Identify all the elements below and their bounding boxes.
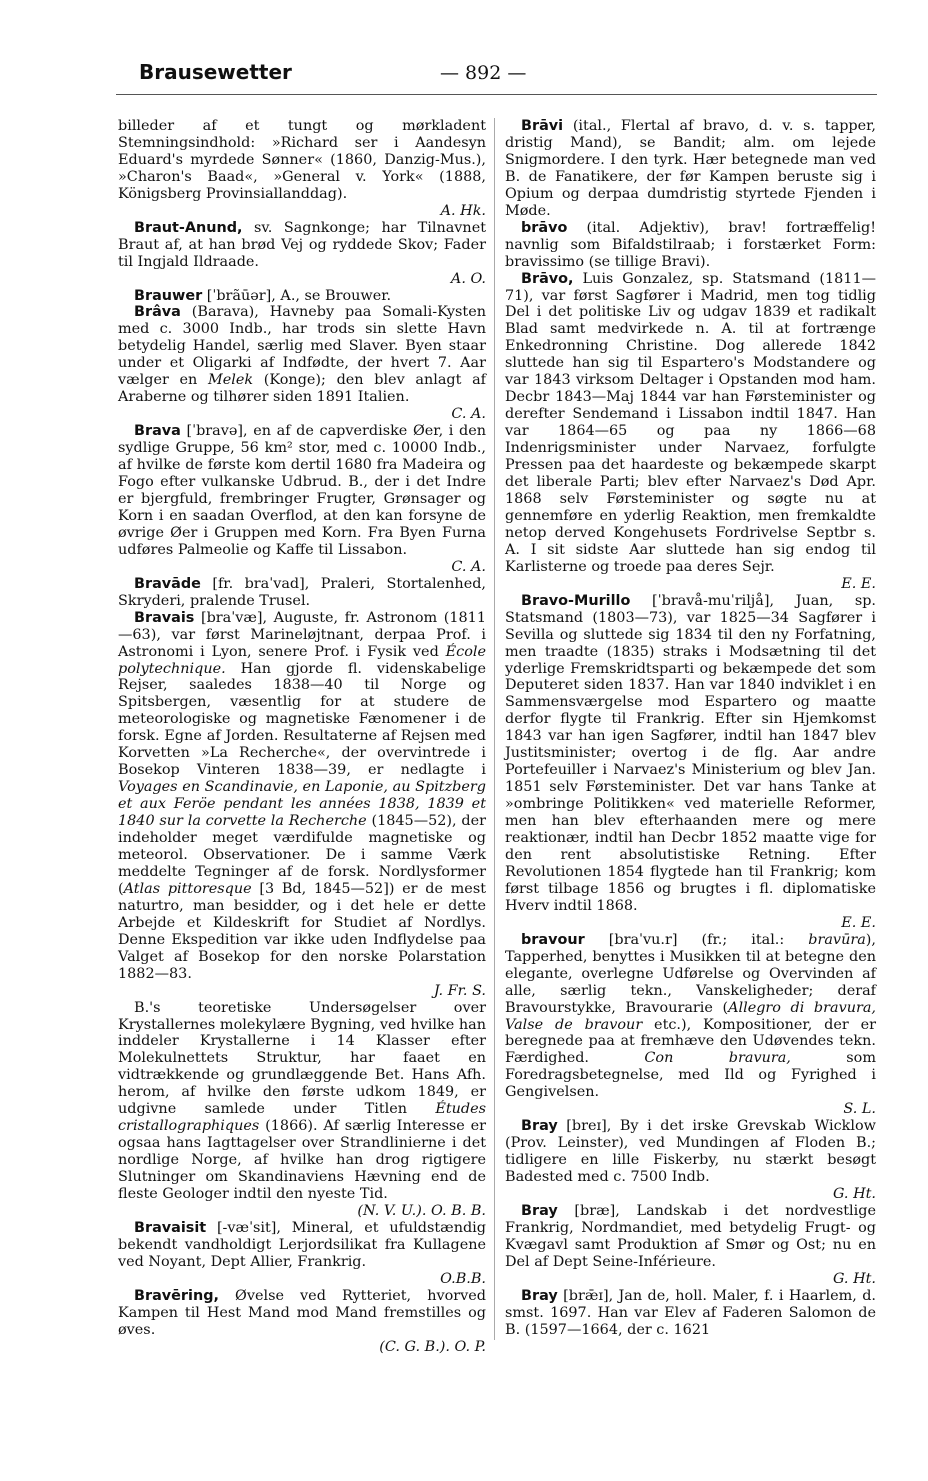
author-signature: E. E. <box>841 575 876 592</box>
author-signature: J. Fr. S. <box>433 982 486 999</box>
entry-continuation: billeder af et tungt og mørkladent Stemningsindhold: »Richard ser i Aandesyn Eduard's myrdede Sønner« (1860, Danzig-Mus.), »Charon's Baad«, »General v. York« (1888, Königsberg Provinsiallanddag). A. Hk. <box>118 118 486 219</box>
entry-bravi: Brāvi (ital., Flertal af bravo, d. v. s. tapper, dristig Mand), se Bandit; alm. om lejede Snigmordere. I den tyrk. Hær betegnede man ved B. de Fanatikere, der før Kampen beruste sig i Opium og derpaa dumdristig styrtede Fjenden i Møde. <box>505 118 876 219</box>
left-column <box>118 118 486 1356</box>
column-divider <box>494 118 495 1340</box>
headword: Brava <box>134 423 181 440</box>
headword: Bray <box>521 1118 558 1135</box>
headword: Bravēring, <box>134 1287 219 1304</box>
entry-bravo-murillo: Bravo-Murillo [ˈbravå-muˈriljå], Juan, sp. Statsmand (1803—73), var 1825—34 Sagfører i Sevilla og sluttede sig 1834 til den ny Forfatning, men traadte (1835) straks i Modsætning til det yderlige Fremskridtsparti og bekæmpede det som Deputeret siden 1837. Han var 1840 indviklet i en Sammensværgelse mod Espartero og maatte derfor flygte til Frankrig. Efter sin Hjemkomst 1843 var han igen Sagfører, indtil han 1847 blev Justitsminister; overtog i de flg. Aar andre Portefeuiller i Narvaez's Ministerium og blev Jan. 1851 selv Førsteminister. Det var hans Tanke at »ombringe Politikken« ved materielle Reformer, men han blev efterhaanden mere og mere reaktionær, indtil han Decbr 1852 maatte vige for den rent absolutistiske Retning. Efter Revolutionen 1854 flygtede han til Frankrig; kom først tilbage 1856 og brugtes i fl. diplomatiske Hverv indtil 1868. E. E. <box>505 592 876 931</box>
entry-bravering: Bravēring, Øvelse ved Rytteriet, hvorved Kampen til Hest Mand mod Mand fremstilles og øves. (C. G. B.). O. P. <box>118 1287 486 1355</box>
author-signature: E. E. <box>841 914 876 931</box>
headword: Bravo-Murillo <box>521 592 631 609</box>
entry-bravo-luis: Brāvo, Luis Gonzalez, sp. Statsmand (1811—71), var først Sagfører i Madrid, men tog tidlig Del i det politiske Liv og udgav 1839 et radikalt Blad samt medvirkede n. A. til at fortrænge Enkedronning Christine. Dog allerede 1842 sluttede han sig til Espartero's Modstandere og var 1843 virksom Deltager i Opstanden mod ham. Decbr 1843—Maj 1844 var han Førsteminister og derefter Sendemand i Lissabon indtil 1847. Han var 1864—65 og paa ny 1866—68 Indenrigsminister under Narvaez, forfulgte Pressen paa det haardeste og bekæmpede skarpt det liberale Parti; blev efter Narvaez's Død Apr. 1868 selv Førsteminister og søgte nu at gennemføre en yderlig Reaktion, men fremkaldte netop derved Kongehusets Fordrivelse Septbr s. A. I sit sidste Aar sluttede han sig endog til Karlisterne og troede paa deres Sejr. E. E. <box>505 270 876 592</box>
entry-bravade: Bravāde [fr. braˈvad], Praleri, Stortalenhed, Skryderi, pralende Trusel. <box>118 575 486 609</box>
headword: Bravāde <box>134 575 201 592</box>
entry-bray-jan: Bray [brǣɪ], Jan de, holl. Maler, f. i Haarlem, d. smst. 1697. Han var Elev af Faderen Salomon de B. (1597—1664, der c. 1621 <box>505 1287 876 1338</box>
headword: Brauwer <box>134 287 203 304</box>
headword: bravour <box>521 931 585 948</box>
entry-braut-anund: Braut-Anund, sv. Sagnkonge; har Tilnavnet Braut af, at han brød Vej og ryddede Skov; Fader til Ingjald Ildraade. A. O. <box>118 219 486 287</box>
author-signature: C. A. <box>451 558 486 575</box>
entry-brauwer: Brauwer [ˈbrãūər], A., se Brouwer. <box>134 287 392 304</box>
right-column <box>505 118 876 1339</box>
entry-brava-capverde: Brava [ˈbravə], en af de capverdiske Øer, i den sydlige Gruppe, 56 km² stor, med c. 10000 Indb., af hvilke de første kom dertil 1680 fra Madeira og Fogo efter vulkanske Udbrud. B., der i det Indre er bjergfuld, frembringer Frugter, Grønsager og Korn i en saadan Overflod, at den kan forsyne de øvrige Øer i Gruppen med Korn. Fra Byen Furna udføres Palmeolie og Kaffe til Lissabon. C. A. <box>118 423 486 575</box>
entry-bravais: Bravais [braˈvæ], Auguste, fr. Astronom (1811—63), var først Marineløjtnant, derpaa Prof. i Astronomi i Lyon, senere Prof. i Fysik ved École polytechnique. Han gjorde fl. videnskabelige Rejser, saaledes 1838—40 til Norge og Spitsbergen, væsentlig for at studere de meteorologiske og magnetiske Fænomener i de forsk. Egne af Jorden. Resultaterne af Rejsen med Korvetten »La Recherche«, der overvintrede i Bosekop Vinteren 1838—39, er nedlagte i Voyages en Scandinavie, en Laponie, au Spitzberg et aux Feröe pendant les années 1838, 1839 et 1840 sur la corvette la Recherche (1845—52), der indeholder meget værdifulde magnetiske og meteorol. Observationer. De i samme Værk meddelte Tegninger af de forsk. Nordlysformer (Atlas pittoresque [3 Bd, 1845—52]) er de mest naturtro, man besidder, og i det hele er dette Arbejde et Kildeskrift for Studiet af Nordlys. Denne Ekspedition var ikke uden Indflydelse paa Valget af Bosekop for den norske Polarstation 1882—83. J. Fr. S. <box>118 609 486 999</box>
author-signature: A. Hk. <box>440 202 486 219</box>
author-signature: G. Ht. <box>832 1270 876 1287</box>
headword: brāvo <box>521 219 568 236</box>
headword: Bray <box>521 1287 558 1304</box>
entry-brava-somali: Brâva (Barava), Havneby paa Somali-Kysten med c. 3000 Indb., har trods sin slette Havn betydelig Handel, særlig med Slaver. Byen staar under et Oligarki af Indfødte, der hvert 7. Aar vælger en Melek (Konge); den blev anlagt af Araberne og tilhører siden 1891 Italien. C. A. <box>118 304 486 423</box>
author-signature: C. A. <box>451 406 486 423</box>
headword: Brāvi <box>521 118 564 134</box>
running-head-title: Brausewetter <box>139 60 292 84</box>
page-number: — 892 — <box>440 62 527 84</box>
headword: Braut-Anund, <box>134 219 243 236</box>
entry-bravo-adjective: brāvo (ital. Adjektiv), brav! fortræffelig! navnlig som Bifaldstilraab; i forstærket Form: bravissimo (se tillige Bravi). <box>505 219 876 270</box>
headword: Brâva <box>134 304 181 321</box>
headword: Bravaisit <box>134 1219 207 1236</box>
author-signature: S. L. <box>843 1101 876 1118</box>
headword: Bray <box>521 1203 558 1219</box>
author-signature: A. O. <box>450 270 486 287</box>
entry-bravais-continued: B.'s teoretiske Undersøgelser over Krystallernes molekylære Bygning, ved hvilke han inddeler Krystallerne i 14 Klasser efter Molekulnettets Struktur, har faaet en vidtrækkende og grundlæggende Bet. Hans Afh. herom, af hvilke den første udkom 1849, er udgivne samlede under Titlen Études cristallographiques (1866). Af særlig Interesse er ogsaa hans Iagttagelser over Strandlinierne i det nordlige Norge, af hvilke han drog rigtigere Slutninger om Skandinaviens Hævning end de fleste Geologer indtil den nyeste Tid. (N. V. U.). O. B. B. <box>118 999 486 1219</box>
header-rule <box>116 94 877 95</box>
entry-bravour: bravour [braˈvu.r] (fr.; ital.: bravūra), Tapperhed, benyttes i Musikken til at betegne den elegante, overlegne Udførelse og Overvinden af alle, særlig tekn., Vanskeligheder; deraf Bravourstykke, Bravourarie (Allegro di bravura, Valse de bravour etc.), Kompositioner, der er beregnede paa at fremhæve den Udøvendes tekn. Færdighed. Con bravura, som Foredragsbetegnelse, med Ild og Fyrighed i Gengivelsen. S. L. <box>505 931 876 1118</box>
author-signature: O.B.B. <box>440 1270 486 1287</box>
author-signature: G. Ht. <box>832 1186 876 1203</box>
entry-bray-ireland: Bray [breɪ], By i det irske Grevskab Wicklow (Prov. Leinster), ved Mundingen af Floden B.; tidligere en lille Fiskerby, nu stærkt besøgt Badested med c. 7500 Indb. G. Ht. <box>505 1118 876 1203</box>
headword: Brāvo, <box>521 270 574 287</box>
headword: Bravais <box>134 609 195 626</box>
author-signature: (C. G. B.). O. P. <box>379 1338 486 1355</box>
entry-bray-france: Bray [bræ], Landskab i det nordvestlige Frankrig, Nordmandiet, med betydelig Frugt- og Kvægavl samt Produktion af Smør og Ost; nu en Del af Dept Seine-Inférieure. G. Ht. <box>505 1203 876 1287</box>
entry-bravaisit: Bravaisit [-væˈsit], Mineral, et ufuldstændig bekendt vandholdigt Lerjordsilikat fra Kullagene ved Noyant, Dept Allier, Frankrig. O.B.B. <box>118 1219 486 1287</box>
author-signature: (N. V. U.). O. B. B. <box>357 1203 486 1219</box>
